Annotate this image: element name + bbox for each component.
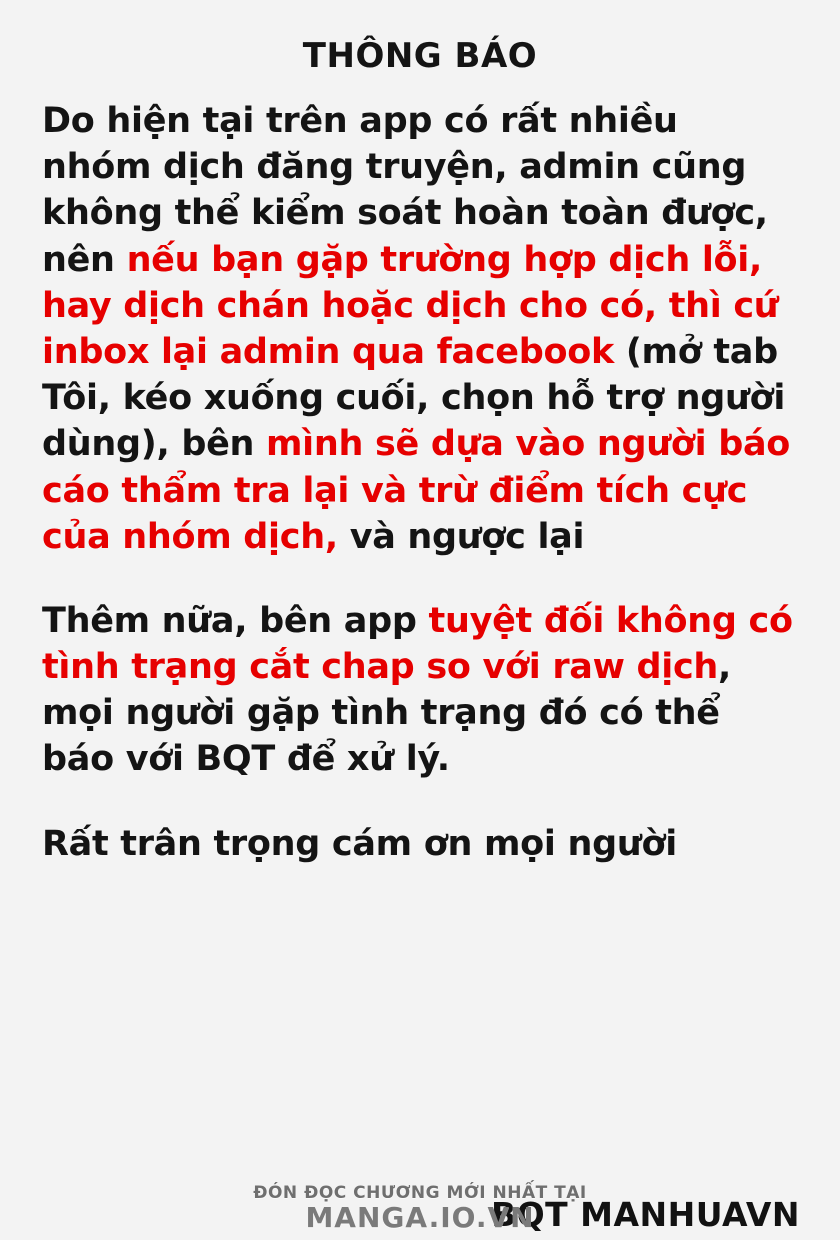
paragraph-1-segment-2: (mở tab Tôi, kéo xuống cuối, chọn hỗ trợ người dùng), bên — [42, 331, 786, 465]
layout-spacer — [0, 867, 840, 1195]
paragraph-2-segment-2: , mọi người gặp tình trạng đó có thể báo với BQT để xử lý. — [42, 647, 732, 780]
watermark-line-1: ĐÓN ĐỌC CHƯƠNG MỚI NHẤT TẠI — [253, 1183, 587, 1203]
paragraph-1-segment-1: Do hiện tại trên app có rất nhiều nhóm dịch đăng truyện, admin cũng không thể kiểm soát hoàn toàn được, nên — [42, 101, 768, 280]
page-title: THÔNG BÁO — [302, 36, 538, 76]
paragraph-1-segment-3: và ngược lại — [337, 516, 585, 557]
paragraph-3-segment-1: Rất trân trọng cám ơn mọi người — [42, 823, 677, 864]
signature: BQT MANHUAVN — [490, 1195, 800, 1234]
watermark-line-2: MANGA.IO.VN — [305, 1201, 535, 1234]
paragraph-1 — [42, 98, 798, 560]
paragraph-1-highlight-2: mình sẽ dựa vào người báo cáo thẩm tra lại và trừ điểm tích cực của nhóm dịch, — [42, 424, 791, 557]
paragraph-3 — [42, 821, 798, 867]
notice-body — [0, 98, 840, 867]
paragraph-2-highlight-1: tuyệt đối không có tình trạng cắt chap so với raw dịch — [42, 600, 793, 688]
paragraph-1-highlight-1: nếu bạn gặp trường hợp dịch lỗi, hay dịch chán hoặc dịch cho có, thì cứ inbox lại admin qua facebook — [42, 239, 779, 372]
paragraph-2-segment-1: Thêm nữa, bên app — [42, 600, 429, 641]
paragraph-2 — [42, 598, 798, 783]
